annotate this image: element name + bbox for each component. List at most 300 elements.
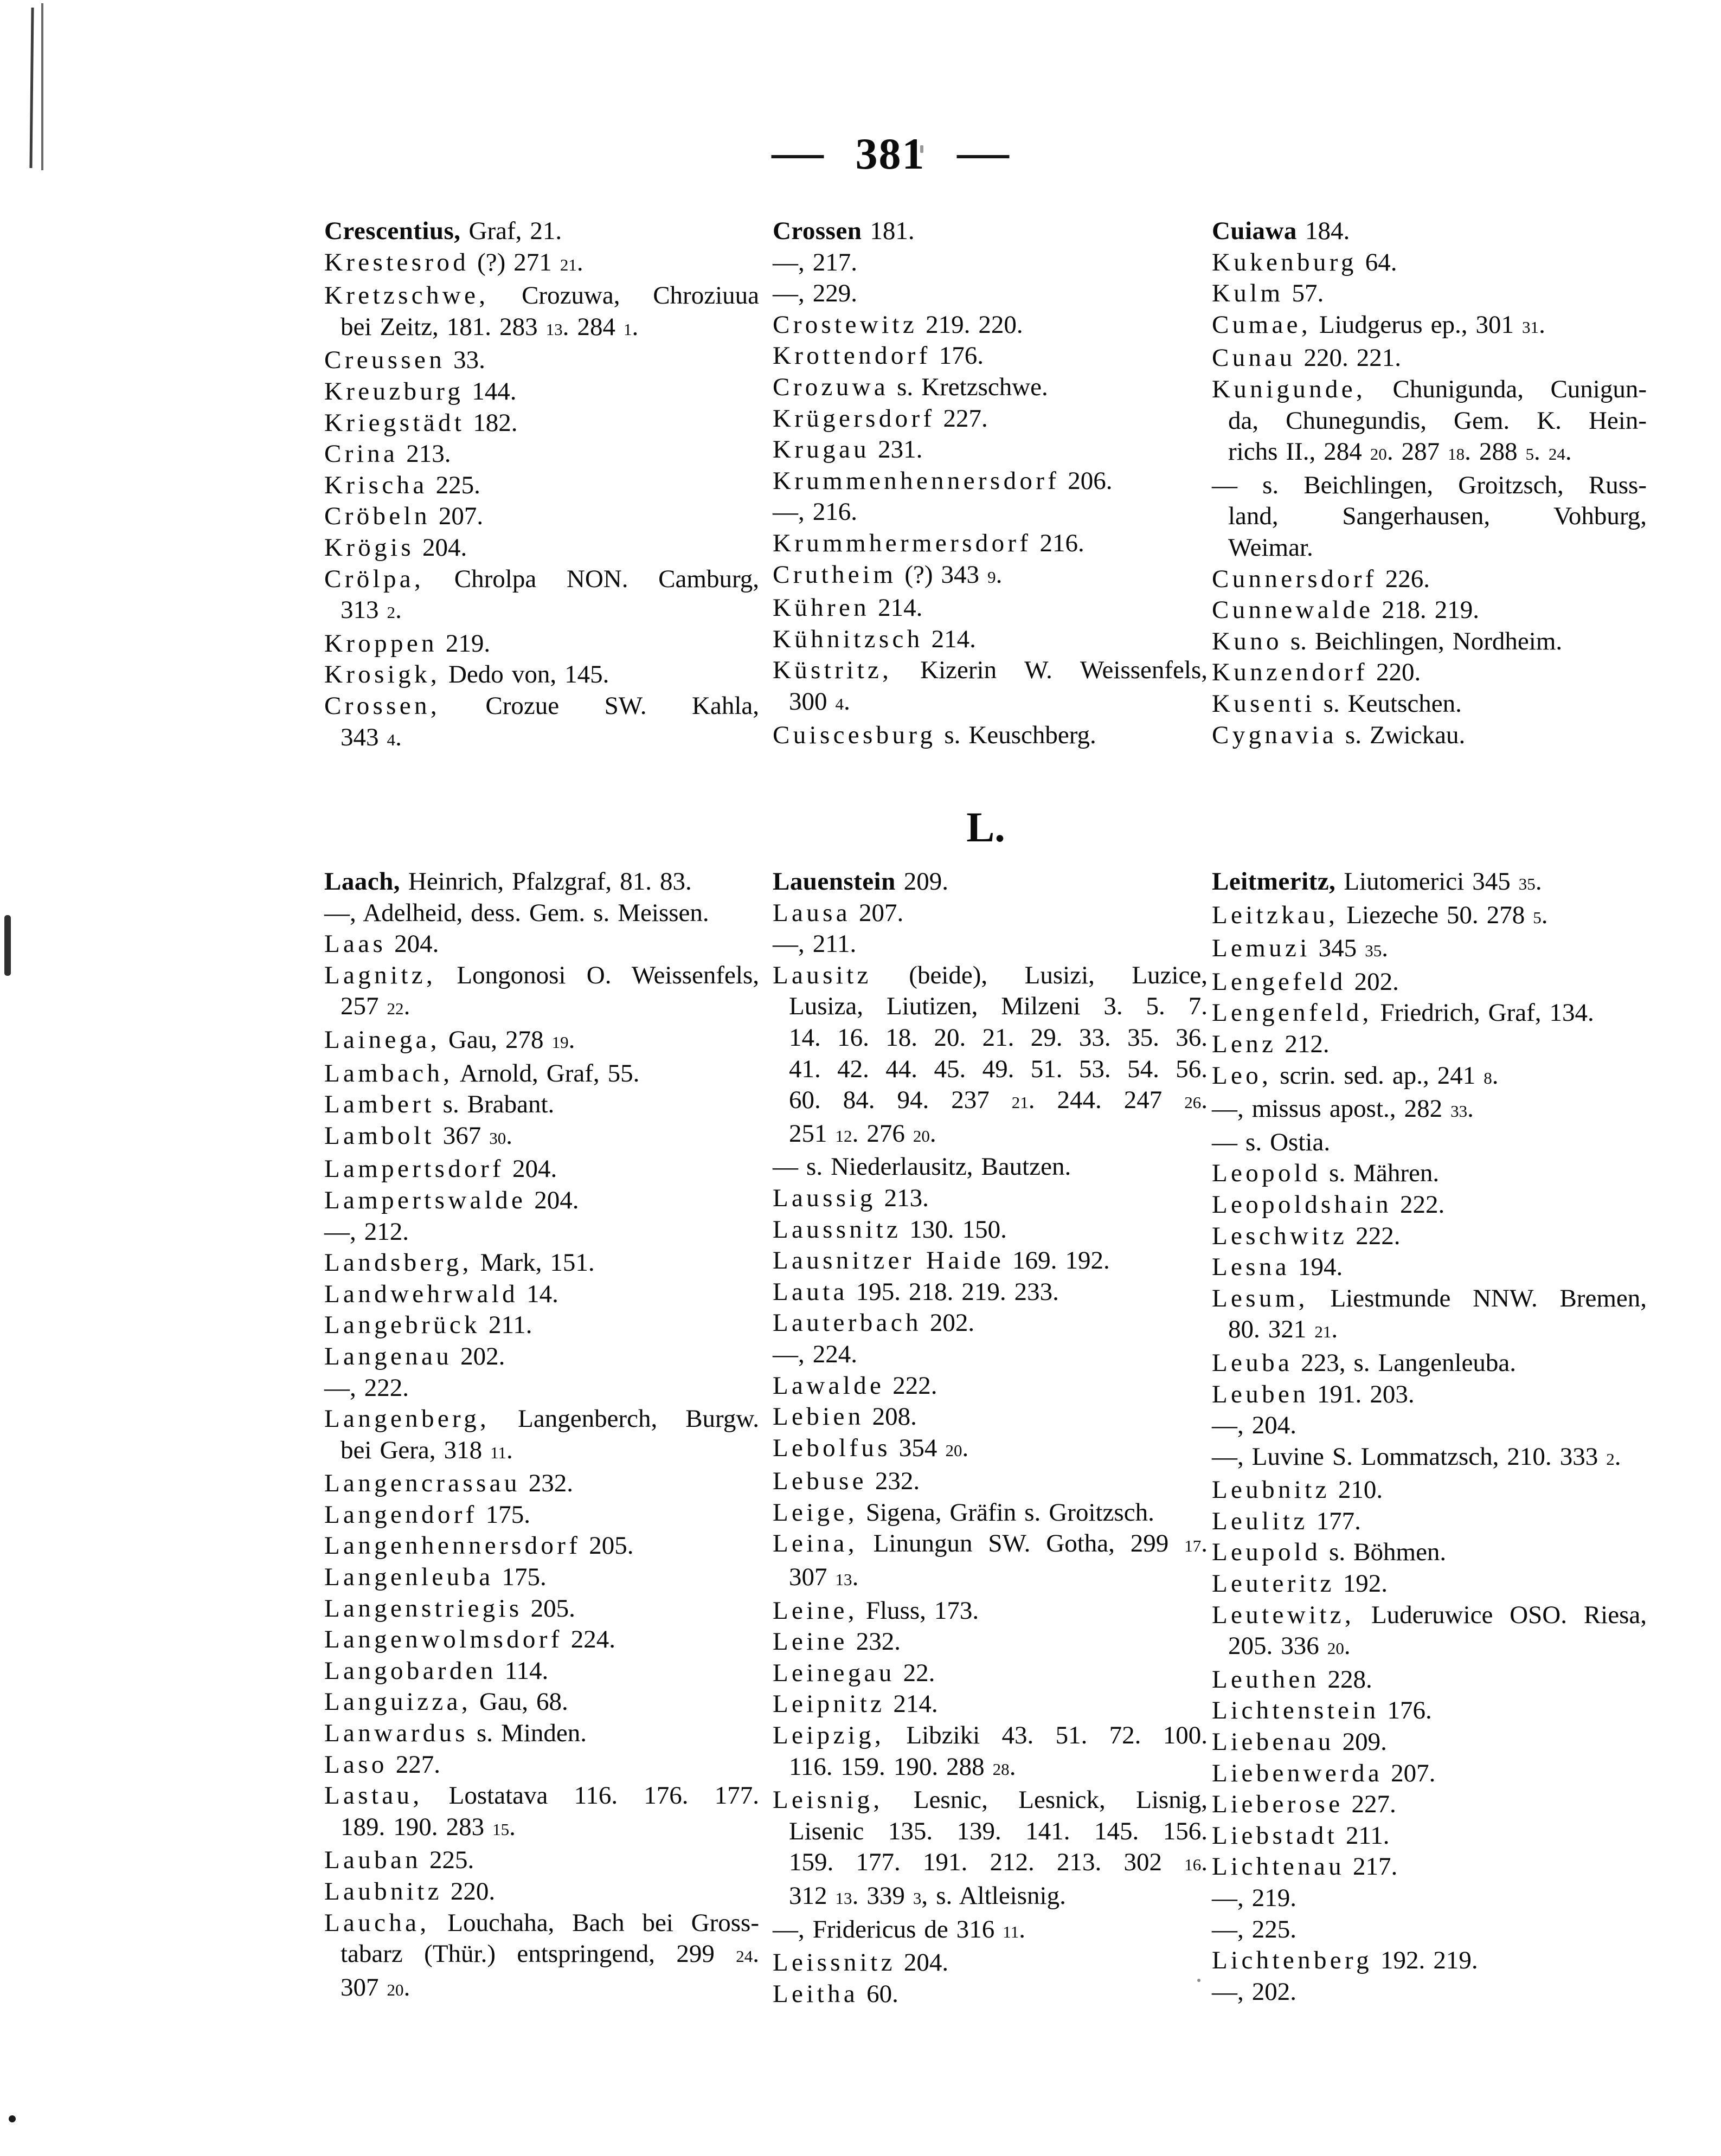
entry-line: Lengefeld 202. bbox=[1212, 967, 1399, 996]
entry-headword: Leopold bbox=[1212, 1159, 1321, 1188]
index-entry bbox=[1212, 1883, 1647, 1914]
index-entry bbox=[324, 929, 759, 960]
entry-headword: Kukenburg bbox=[1212, 248, 1357, 276]
entry-line: Leuteritz 192. bbox=[1212, 1569, 1388, 1598]
entry-headword: Leupold bbox=[1212, 1538, 1321, 1567]
entry-headword: Leinegau bbox=[773, 1658, 895, 1687]
entry-headword: Langebrück bbox=[324, 1311, 480, 1340]
index-column bbox=[1212, 216, 1647, 751]
index-entry bbox=[1212, 343, 1647, 374]
entry-headword: Kunzendorf bbox=[1212, 658, 1368, 687]
index-entry bbox=[324, 1247, 759, 1279]
entry-line: tabarz (Thür.) entspringend, 299 24. bbox=[341, 1940, 759, 1968]
entry-headword: Lichtenau bbox=[1212, 1852, 1345, 1881]
index-entry bbox=[773, 278, 1208, 310]
line-reference-number: 20 bbox=[945, 1440, 962, 1460]
line-reference-number: 24 bbox=[736, 1947, 753, 1966]
entry-line: Leo, scrin. sed. ap., 241 8. bbox=[1212, 1061, 1499, 1090]
index-entry bbox=[324, 1624, 759, 1656]
line-reference-number: 20 bbox=[387, 1980, 404, 1999]
entry-line: —, 222. bbox=[324, 1373, 409, 1402]
entry-line: Lemuzi 345 35. bbox=[1212, 934, 1388, 963]
line-reference-number: 5 bbox=[1533, 908, 1542, 927]
index-entry bbox=[1212, 374, 1647, 470]
entry-line: Leine, Fluss, 173. bbox=[773, 1596, 979, 1625]
entry-line: 116. 159. 190. 288 28. bbox=[789, 1752, 1016, 1781]
entry-line: —, Adelheid, dess. Gem. s. Meissen. bbox=[324, 898, 709, 927]
entry-line: 205. 336 20. bbox=[1228, 1632, 1351, 1661]
entry-line: Cunnersdorf 226. bbox=[1212, 564, 1430, 593]
entry-headword: Krummenhennersdorf bbox=[773, 466, 1060, 495]
line-reference-number: 5 bbox=[1525, 445, 1534, 464]
entry-line: 307 13. bbox=[789, 1563, 859, 1592]
entry-headword: Leisnig, bbox=[773, 1786, 883, 1814]
entry-headword: Langenau bbox=[324, 1342, 453, 1370]
entry-headword: Landsberg, bbox=[324, 1248, 472, 1277]
index-entry bbox=[1212, 1283, 1647, 1348]
index-entry bbox=[324, 1025, 759, 1058]
entry-line: Leuthen 228. bbox=[1212, 1665, 1372, 1694]
entry-line: Lebolfus 354 20. bbox=[773, 1433, 969, 1462]
index-entry bbox=[773, 1339, 1208, 1370]
entry-headword: Lambach, bbox=[324, 1059, 453, 1087]
index-entry bbox=[1212, 1093, 1647, 1127]
index-entry bbox=[1212, 1977, 1647, 2008]
entry-headword: Langenleuba bbox=[324, 1563, 494, 1592]
line-reference-number: 13 bbox=[835, 1889, 852, 1908]
index-entry bbox=[324, 1089, 759, 1121]
index-entry bbox=[773, 1245, 1208, 1277]
entry-headword: Lichtenstein bbox=[1212, 1696, 1379, 1725]
entry-line: — s. Ostia. bbox=[1212, 1128, 1331, 1156]
line-reference-number: 21 bbox=[560, 255, 577, 274]
index-entry bbox=[773, 1466, 1208, 1497]
line-reference-number: 13 bbox=[835, 1570, 852, 1589]
entry-line: Kunzendorf 220. bbox=[1212, 658, 1421, 687]
entry-line: —, Fridericus de 316 11. bbox=[773, 1915, 1025, 1943]
entry-line: Crina 213. bbox=[324, 440, 451, 468]
entry-line: 257 22. bbox=[341, 992, 410, 1021]
entry-line: Crölpa, Chrolpa NON. Camburg, bbox=[324, 564, 759, 593]
index-entry bbox=[324, 345, 759, 376]
entry-headword: Landwehrwald bbox=[324, 1279, 519, 1308]
index-entry bbox=[1212, 720, 1647, 751]
entry-line: —, missus apost., 282 33. bbox=[1212, 1095, 1474, 1123]
entry-line: 80. 321 21. bbox=[1228, 1315, 1338, 1344]
line-reference-number: 12 bbox=[835, 1126, 852, 1145]
index-entry bbox=[1212, 278, 1647, 310]
index-entry bbox=[773, 559, 1208, 593]
entry-line: Lausitz (beide), Lusizi, Luzice, bbox=[773, 961, 1208, 989]
index-entry bbox=[773, 1433, 1208, 1466]
index-entry bbox=[1212, 1600, 1647, 1664]
entry-line: Lichtenberg 192. 219. bbox=[1212, 1946, 1478, 1975]
line-reference-number: 21 bbox=[1011, 1093, 1029, 1112]
entry-headword: Krummhermersdorf bbox=[773, 529, 1032, 557]
entry-line: Lebien 208. bbox=[773, 1402, 917, 1431]
entry-line: —, 217. bbox=[773, 248, 858, 276]
entry-line: —, Luvine S. Lommatzsch, 210. 333 2. bbox=[1212, 1442, 1621, 1471]
index-entry bbox=[1212, 1758, 1647, 1790]
entry-headword: Liebenau bbox=[1212, 1728, 1334, 1756]
index-entry bbox=[1212, 1441, 1647, 1475]
index-entry bbox=[324, 280, 759, 345]
entry-line: Leulitz 177. bbox=[1212, 1507, 1361, 1535]
index-entry bbox=[1212, 1189, 1647, 1221]
entry-line: Langenau 202. bbox=[324, 1342, 505, 1370]
scan-artifact bbox=[41, 3, 43, 170]
index-entry bbox=[773, 1658, 1208, 1689]
entry-line: 313 2. bbox=[341, 596, 402, 625]
line-reference-number: 24 bbox=[1548, 445, 1565, 464]
scan-artifact bbox=[9, 2115, 16, 2122]
index-entry bbox=[1212, 1914, 1647, 1946]
entry-line: Lisenic 135. 139. 141. 145. 156. bbox=[789, 1817, 1208, 1845]
entry-line: Lesum, Liestmunde NNW. Bremen, bbox=[1212, 1284, 1647, 1312]
entry-line: Küstritz, Kizerin W. Weissenfels, bbox=[773, 656, 1208, 685]
entry-headword: Kuno bbox=[1212, 627, 1282, 655]
index-entry bbox=[773, 1595, 1208, 1627]
entry-headword: Lanwardus bbox=[324, 1719, 468, 1748]
entry-line: Langenhennersdorf 205. bbox=[324, 1531, 634, 1560]
line-reference-number: 1 bbox=[624, 319, 632, 339]
entry-line: Krummhermersdorf 216. bbox=[773, 529, 1084, 557]
entry-headword: Leipnitz bbox=[773, 1690, 885, 1719]
entry-headword: Leitha bbox=[773, 1979, 859, 2008]
index-entry bbox=[324, 470, 759, 501]
entry-headword: Leine, bbox=[773, 1596, 858, 1625]
entry-headword: Lemuzi bbox=[1212, 934, 1311, 963]
entry-headword: Lausnitzer Haide bbox=[773, 1246, 1005, 1275]
index-entry bbox=[324, 1121, 759, 1154]
entry-headword: Leitmeritz, bbox=[1212, 867, 1336, 896]
index-entry bbox=[773, 960, 1208, 1152]
entry-line: Leige, Sigena, Gräfin s. Groitzsch. bbox=[773, 1498, 1154, 1527]
entry-line: Lambach, Arnold, Graf, 55. bbox=[324, 1059, 640, 1087]
line-reference-number: 16 bbox=[1184, 1855, 1202, 1875]
index-entry bbox=[324, 216, 759, 247]
line-reference-number: 2 bbox=[387, 603, 396, 622]
entry-headword: Liebstadt bbox=[1212, 1821, 1338, 1850]
entry-line: 312 13. 339 3, s. Altleisnig. bbox=[789, 1882, 1066, 1910]
entry-line: Cuiawa 184. bbox=[1212, 217, 1350, 245]
entry-line: Leutewitz, Luderuwice OSO. Riesa, bbox=[1212, 1600, 1647, 1629]
line-reference-number: 11 bbox=[1003, 1922, 1019, 1941]
entry-line: Lastau, Lostatava 116. 176. 177. bbox=[324, 1781, 759, 1810]
index-entry bbox=[773, 1277, 1208, 1308]
entry-line: Kretzschwe, Crozuwa, Chroziuua bbox=[324, 281, 759, 310]
entry-line: Kuno s. Beichlingen, Nordheim. bbox=[1212, 627, 1563, 655]
entry-headword: Kriegstädt bbox=[324, 408, 465, 437]
entry-line: 251 12. 276 20. bbox=[789, 1119, 936, 1148]
entry-line: Leipnitz 214. bbox=[773, 1690, 938, 1719]
entry-headword: Lauenstein bbox=[773, 867, 896, 896]
entry-line: Leuba 223, s. Langenleuba. bbox=[1212, 1348, 1517, 1377]
entry-line: —, 224. bbox=[773, 1340, 858, 1368]
line-reference-number: 19 bbox=[551, 1032, 569, 1052]
entry-headword: Lesum, bbox=[1212, 1284, 1308, 1312]
index-column bbox=[324, 866, 759, 2005]
entry-line: Lausa 207. bbox=[773, 898, 904, 927]
line-reference-number: 4 bbox=[387, 730, 396, 749]
entry-line: 300 4. bbox=[789, 687, 850, 716]
entry-headword: Creussen bbox=[324, 346, 446, 375]
entry-line: 41. 42. 44. 45. 49. 51. 53. 54. 56. bbox=[789, 1054, 1208, 1083]
entry-line: Leisnig, Lesnic, Lesnick, Lisnig, bbox=[773, 1786, 1208, 1814]
entry-line: Crossen 181. bbox=[773, 217, 915, 245]
entry-line: 159. 177. 191. 212. 213. 302 16. bbox=[789, 1848, 1208, 1877]
index-column bbox=[1212, 866, 1647, 2007]
index-entry bbox=[773, 655, 1208, 719]
index-entry bbox=[773, 372, 1208, 403]
entry-headword: Kunigunde, bbox=[1212, 375, 1366, 403]
entry-line: Langenleuba 175. bbox=[324, 1563, 547, 1592]
entry-headword: Cunau bbox=[1212, 344, 1296, 372]
index-entry bbox=[773, 1370, 1208, 1402]
entry-headword: Laach, bbox=[324, 867, 400, 896]
entry-headword: Lampertsdorf bbox=[324, 1155, 504, 1183]
index-entry bbox=[1212, 967, 1647, 998]
line-reference-number: 4 bbox=[835, 694, 844, 713]
entry-line: Lichtenstein 176. bbox=[1212, 1696, 1432, 1725]
line-reference-number: 9 bbox=[987, 567, 996, 587]
index-entry bbox=[1212, 1695, 1647, 1727]
index-entry bbox=[324, 564, 759, 628]
entry-line: Lambert s. Brabant. bbox=[324, 1090, 555, 1119]
line-reference-number: 28 bbox=[992, 1759, 1010, 1779]
index-column bbox=[773, 866, 1208, 2010]
entry-headword: Lauta bbox=[773, 1277, 848, 1306]
index-entry bbox=[1212, 310, 1647, 343]
entry-headword: Lawalde bbox=[773, 1371, 885, 1400]
line-reference-number: 20 bbox=[1370, 445, 1387, 464]
entry-line: Lebuse 232. bbox=[773, 1467, 920, 1496]
entry-line: —, 202. bbox=[1212, 1977, 1297, 2006]
entry-line: Crossen, Crozue SW. Kahla, bbox=[324, 691, 759, 720]
entry-line: 189. 190. 283 15. bbox=[341, 1812, 516, 1841]
entry-headword: Krugau bbox=[773, 435, 870, 464]
entry-headword: Krestesrod bbox=[324, 248, 470, 276]
entry-line: da, Chunegundis, Gem. K. Hein- bbox=[1228, 406, 1647, 435]
entry-headword: Lebuse bbox=[773, 1467, 867, 1496]
entry-headword: Krischa bbox=[324, 471, 428, 499]
entry-line: Leuben 191. 203. bbox=[1212, 1380, 1415, 1408]
entry-line: Lagnitz, Longonosi O. Weissenfels, bbox=[324, 961, 759, 989]
entry-line: —, 204. bbox=[1212, 1411, 1297, 1440]
index-entry bbox=[324, 628, 759, 660]
index-entry bbox=[324, 1593, 759, 1625]
index-entry bbox=[773, 593, 1208, 624]
index-entry bbox=[1212, 1410, 1647, 1441]
page-number: 381 bbox=[855, 129, 926, 178]
entry-line: —, 211. bbox=[773, 930, 857, 958]
entry-headword: Kulm bbox=[1212, 279, 1284, 308]
entry-line: Laubnitz 220. bbox=[324, 1877, 496, 1906]
entry-line: Crozuwa s. Kretzschwe. bbox=[773, 372, 1048, 401]
entry-headword: Leissnitz bbox=[773, 1948, 896, 1977]
entry-line: Langenwolmsdorf 224. bbox=[324, 1625, 616, 1654]
line-reference-number: 15 bbox=[492, 1819, 510, 1839]
line-reference-number: 3 bbox=[913, 1889, 922, 1908]
index-entry bbox=[773, 528, 1208, 559]
index-entry bbox=[324, 376, 759, 408]
line-reference-number: 8 bbox=[1484, 1068, 1492, 1087]
entry-headword: Lausa bbox=[773, 898, 851, 927]
entry-headword: Lengefeld bbox=[1212, 967, 1346, 996]
entry-line: Kukenburg 64. bbox=[1212, 248, 1397, 276]
entry-headword: Krügersdorf bbox=[773, 404, 935, 433]
entry-line: Langendorf 175. bbox=[324, 1500, 530, 1529]
entry-headword: Langobarden bbox=[324, 1656, 497, 1685]
index-entry bbox=[773, 1979, 1208, 2010]
entry-headword: Lebolfus bbox=[773, 1433, 891, 1462]
index-entry bbox=[1212, 1506, 1647, 1537]
index-entry bbox=[1212, 1568, 1647, 1600]
entry-line: Langobarden 114. bbox=[324, 1656, 549, 1685]
entry-line: Leopoldshain 222. bbox=[1212, 1190, 1445, 1219]
entry-headword: Lastau, bbox=[324, 1781, 423, 1810]
index-entry bbox=[324, 659, 759, 691]
entry-line: Krosigk, Dedo von, 145. bbox=[324, 660, 609, 689]
entry-headword: Laussig bbox=[773, 1183, 876, 1212]
entry-headword: Lainega, bbox=[324, 1025, 440, 1054]
entry-line: Leina, Linungun SW. Gotha, 299 17. bbox=[773, 1529, 1208, 1558]
entry-headword: Lambolt bbox=[324, 1121, 435, 1150]
entry-line: Laussnitz 130. 150. bbox=[773, 1215, 1007, 1244]
entry-line: Cunnewalde 218. 219. bbox=[1212, 596, 1479, 625]
index-entry bbox=[773, 1528, 1208, 1595]
entry-line: Laussig 213. bbox=[773, 1183, 929, 1212]
entry-line: 60. 84. 94. 237 21. 244. 247 26. bbox=[789, 1086, 1208, 1115]
entry-line: Kroppen 219. bbox=[324, 629, 491, 658]
entry-headword: Lagnitz, bbox=[324, 961, 436, 989]
line-reference-number: 35 bbox=[1518, 874, 1536, 893]
entry-line: Lusiza, Liutizen, Milzeni 3. 5. 7. bbox=[789, 992, 1208, 1021]
entry-headword: Leutewitz, bbox=[1212, 1600, 1355, 1629]
entry-headword: Leine bbox=[773, 1627, 848, 1656]
entry-headword: Cygnavia bbox=[1212, 720, 1337, 749]
entry-line: —, 225. bbox=[1212, 1915, 1297, 1943]
entry-line: Leipzig, Libziki 43. 51. 72. 100. bbox=[773, 1721, 1208, 1750]
entry-headword: Lambert bbox=[324, 1090, 435, 1119]
entry-headword: Kroppen bbox=[324, 629, 438, 658]
index-entry bbox=[1212, 1789, 1647, 1820]
entry-line: Lawalde 222. bbox=[773, 1371, 937, 1400]
index-entry bbox=[324, 960, 759, 1025]
entry-line: Lenz 212. bbox=[1212, 1029, 1330, 1058]
entry-line: Krugau 231. bbox=[773, 435, 923, 464]
index-entry bbox=[324, 1154, 759, 1185]
entry-line: Kühnitzsch 214. bbox=[773, 625, 976, 653]
entry-headword: Langenberg, bbox=[324, 1405, 490, 1433]
line-reference-number: 26 bbox=[1184, 1093, 1202, 1112]
index-entry bbox=[324, 1530, 759, 1562]
entry-line: Lampertswalde 204. bbox=[324, 1186, 579, 1214]
index-entry bbox=[1212, 1851, 1647, 1883]
entry-headword: Krottendorf bbox=[773, 342, 931, 370]
entry-line: Krummenhennersdorf 206. bbox=[773, 466, 1113, 495]
index-entry bbox=[773, 1947, 1208, 1979]
index-entry bbox=[324, 691, 759, 755]
entry-line: Lesna 194. bbox=[1212, 1253, 1343, 1282]
index-entry bbox=[1212, 1727, 1647, 1758]
entry-headword: Leitzkau, bbox=[1212, 900, 1339, 929]
index-entry bbox=[1212, 1664, 1647, 1696]
index-entry bbox=[773, 1151, 1208, 1183]
entry-line: 307 20. bbox=[341, 1973, 410, 2001]
index-entry bbox=[773, 866, 1208, 898]
entry-line: Leupold s. Böhmen. bbox=[1212, 1538, 1447, 1567]
entry-headword: Cunnersdorf bbox=[1212, 564, 1377, 593]
entry-line: Krügersdorf 227. bbox=[773, 404, 988, 433]
index-entry bbox=[773, 1720, 1208, 1785]
entry-line: Laach, Heinrich, Pfalzgraf, 81. 83. bbox=[324, 867, 692, 896]
entry-headword: Lieberose bbox=[1212, 1790, 1344, 1819]
entry-line: richs II., 284 20. 287 18. 288 5. 24. bbox=[1228, 437, 1572, 466]
index-entry bbox=[324, 1341, 759, 1373]
entry-line: Cunau 220. 221. bbox=[1212, 344, 1402, 372]
entry-line: Landsberg, Mark, 151. bbox=[324, 1248, 595, 1277]
index-entry bbox=[773, 216, 1208, 247]
line-reference-number: 17 bbox=[1184, 1536, 1202, 1556]
entry-headword: Leubnitz bbox=[1212, 1476, 1330, 1504]
entry-headword: Cröbeln bbox=[324, 502, 431, 531]
index-entry bbox=[324, 1876, 759, 1908]
index-entry bbox=[1212, 470, 1647, 564]
index-entry bbox=[324, 1373, 759, 1404]
index-entry bbox=[324, 532, 759, 564]
index-entry bbox=[324, 439, 759, 470]
index-entry bbox=[324, 501, 759, 532]
entry-headword: Crostewitz bbox=[773, 310, 918, 339]
index-entry bbox=[1212, 1252, 1647, 1283]
entry-headword: Leuteritz bbox=[1212, 1569, 1335, 1598]
index-entry bbox=[1212, 997, 1647, 1029]
entry-line: —, 216. bbox=[773, 498, 858, 526]
entry-headword: Crutheim bbox=[773, 560, 897, 589]
entry-headword: Lichtenberg bbox=[1212, 1946, 1373, 1975]
index-entry bbox=[773, 1214, 1208, 1246]
entry-headword: Langenwolmsdorf bbox=[324, 1625, 563, 1654]
index-entry bbox=[1212, 595, 1647, 626]
index-entry bbox=[324, 408, 759, 439]
entry-headword: Crozuwa bbox=[773, 372, 889, 401]
entry-headword: Leopoldshain bbox=[1212, 1190, 1392, 1219]
entry-headword: Leina, bbox=[773, 1529, 858, 1558]
index-entry bbox=[773, 497, 1208, 528]
entry-headword: Küstritz, bbox=[773, 656, 892, 685]
entry-line: Creussen 33. bbox=[324, 346, 485, 375]
entry-line: Languizza, Gau, 68. bbox=[324, 1688, 568, 1716]
index-entry bbox=[773, 1401, 1208, 1433]
entry-headword: Crina bbox=[324, 440, 399, 468]
line-reference-number: 2 bbox=[1606, 1449, 1615, 1469]
entry-headword: Leo, bbox=[1212, 1061, 1272, 1090]
index-entry bbox=[324, 1749, 759, 1781]
entry-headword: Cumae, bbox=[1212, 310, 1311, 339]
index-entry bbox=[773, 434, 1208, 466]
index-entry bbox=[773, 1497, 1208, 1529]
entry-line: Lampertsdorf 204. bbox=[324, 1155, 557, 1183]
index-entry bbox=[1212, 1127, 1647, 1159]
index-entry bbox=[773, 310, 1208, 341]
index-entry bbox=[1212, 1221, 1647, 1252]
entry-headword: Kretzschwe, bbox=[324, 281, 489, 310]
entry-line: Leschwitz 222. bbox=[1212, 1221, 1401, 1250]
entry-line: —, 219. bbox=[1212, 1884, 1297, 1912]
scan-artifact bbox=[4, 915, 11, 976]
entry-headword: Kühren bbox=[773, 594, 870, 622]
